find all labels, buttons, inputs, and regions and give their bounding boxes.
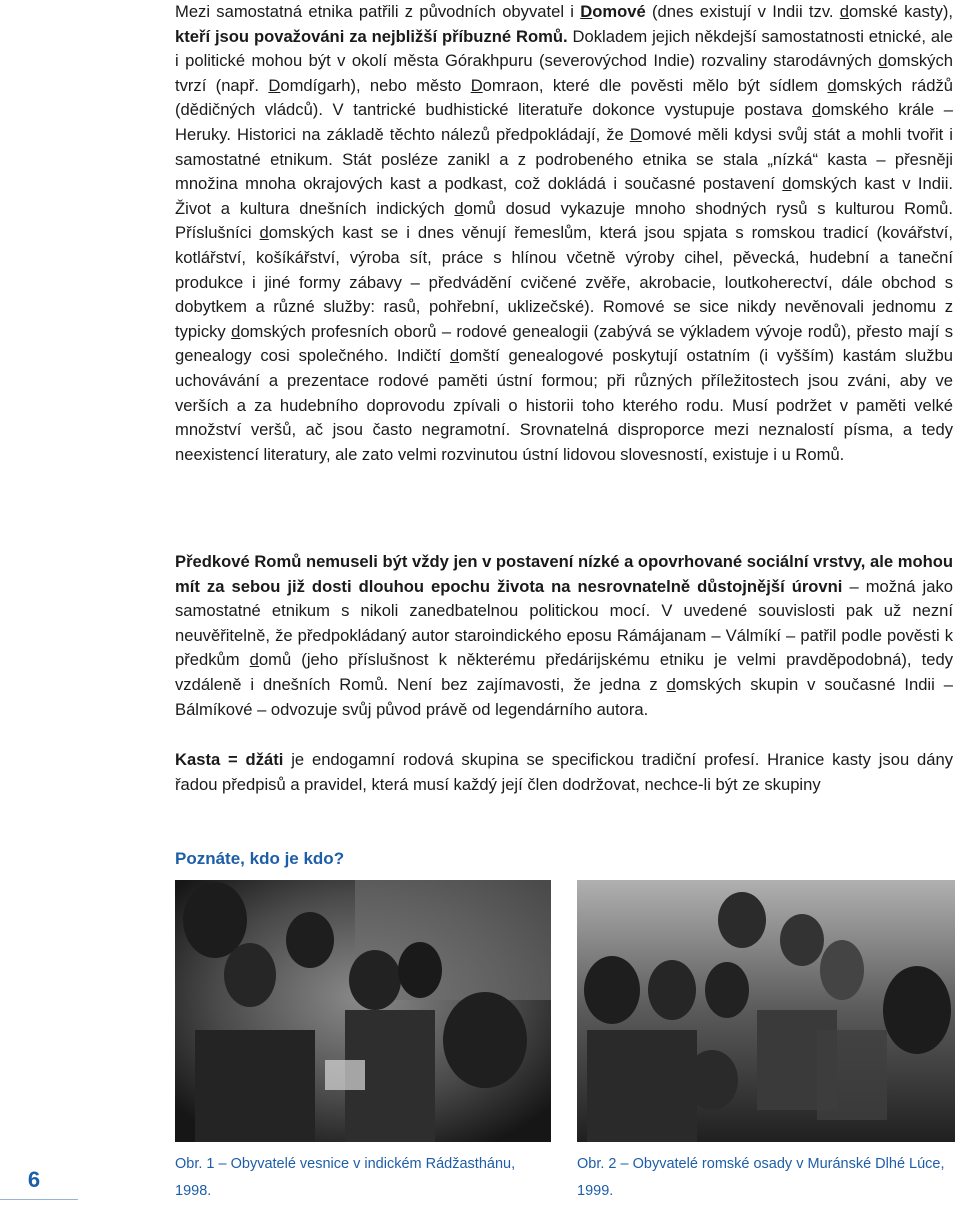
- text-span: omové měli kdysi svůj stát a mohli tvořit i samostatné etnikum. Stát posléze zanikl a z podrobeného etnika se stala „nízká“ kasta – přesněji množina mnoha okrajových kast a podkast, což dokládá i současné postavení: [175, 124, 953, 194]
- caption-photo-1: Obr. 1 – Obyvatelé vesnice v indickém Rádžasthánu, 1998.: [175, 1156, 516, 1199]
- bold-phrase: kteří jsou považováni za nejbližší příbuzné Romů.: [175, 26, 568, 46]
- text-span: omové: [592, 2, 646, 21]
- photo-roma-settlement-image: [577, 880, 955, 1142]
- text-span: d: [812, 100, 822, 120]
- text-span: d: [666, 674, 676, 694]
- text-span: omdígarh), nebo město: [280, 75, 471, 95]
- text-span: – možná jako samostatné etnikum s nikoli zanedbatelnou politickou mocí. V uvedené souvislosti pak už nezní neuvěřitelně, že předpokládaný autor staroindického eposu Rámájanam – Válmíkí – patřil podle pověsti k předkům: [175, 576, 953, 670]
- text-span: d: [827, 75, 837, 95]
- caption-photo-2: Obr. 2 – Obyvatelé romské osady v Muránské Dlhé Lúce, 1999.: [577, 1156, 945, 1199]
- text-span: Dokladem jejich někdejší samostatnosti etnické, ale i politické mohou být v okolí města Górakhpuru (severovýchod Indie) rozvaliny starodávných: [175, 26, 953, 71]
- text-span: (dnes existují v Indii tzv.: [645, 2, 840, 21]
- body-paragraph-domove: [175, 0, 953, 467]
- text-span: omské kasty),: [849, 2, 954, 21]
- text-span: omských kast se i dnes věnují řemeslům, která jsou spjata s romskou tradicí (kovářství, kotlářství, košíkářství, výroba sít, práce s hlínou včetně výroby cihel, pěvecká, hudební a taneční produkce i jiné formy zábavy – předvádění cvičené zvěře, akrobacie, loutkoherectví, dále obchod s dobytkem a různé služby: rasů, pohřební, uklizečské). Romové se sice nikdy nevěnovali jednomu z typicky: [175, 223, 953, 341]
- text-span: D: [268, 75, 281, 95]
- text-span: Mezi samostatná etnika patřili z původních obyvatel i: [175, 2, 581, 21]
- text-span: d: [454, 198, 464, 218]
- text-span: d: [449, 346, 460, 366]
- photo-indian-villagers: [175, 880, 551, 1142]
- text-span: omských tvrzí (např.: [175, 51, 953, 95]
- bold-term: Kasta = džáti: [175, 750, 284, 769]
- text-span: omských skupin v současné Indii – Bálmíkové – odvozuje svůj původ právě od legendárního autora.: [175, 674, 953, 719]
- text-span: omští genealogové poskytují ostatním (i vyšším) kastám službu uchovávání a prezentace rodové paměti ústní formou; při různých příležitostech jsou zváni, aby ve verších a za hudebního doprovodu zpívali o historii toho kterého rodu. Musí podržet v paměti velké množství veršů, ač jsou často negramotní. Srovnatelná disproporce mezi neznalostí písma, a tedy neexistencí literatury, ale zato velmi rozvinutou ústní lidovou slovesností, existuje i u Romů.: [175, 346, 953, 464]
- text-span: omského krále – Heruky. Historici na základě těchto nálezů předpokládají, že: [175, 100, 953, 144]
- page-number-rule: [0, 1199, 78, 1200]
- text-span: omských rádžů (dědičných vládců). V tantrické budhistické literatuře dokonce vystupuje postava: [175, 75, 953, 120]
- text-span: omských profesních oborů – rodové genealogii (zabývá se výkladem vývoje rodů), přesto mají s genealogy cosi společného. Indičtí: [175, 321, 954, 366]
- text-span: d: [231, 321, 241, 341]
- text-span: omraon, které dle pověsti mělo být sídlem: [482, 75, 828, 95]
- text-span: d: [259, 223, 269, 243]
- text-span: d: [782, 174, 792, 194]
- bold-phrase: Předkové Romů nemuseli být vždy jen v postavení nízké a opovrhované sociální vrstvy, ale mohou mít za sebou již dosti dlouhou epochu života na nesrovnatelně důstojnější úrovni: [175, 552, 953, 596]
- text-span: d: [878, 51, 888, 71]
- photo-indian-villagers-image: [175, 880, 551, 1142]
- text-span: je endogamní rodová skupina se specifickou tradiční profesí. Hranice kasty jsou dány řadou předpisů a pravidel, která musí každý její člen dodržovat, nechce-li být ze skupiny: [175, 750, 954, 794]
- text-span: d: [839, 2, 849, 21]
- body-paragraph-ancestors: [175, 550, 953, 722]
- figures-heading: Poznáte, kdo je kdo?: [175, 849, 345, 868]
- text-span: D: [629, 124, 642, 144]
- text-span: d: [249, 650, 259, 670]
- text-span: D: [580, 2, 593, 21]
- text-span: D: [470, 75, 483, 95]
- body-paragraph-caste-definition: [175, 748, 953, 797]
- text-span: omů (jeho příslušnost k některému předárijskému etniku je velmi pravděpodobná), tedy vzdáleně i dnešních Romů. Není bez zajímavosti, že jedna z: [175, 650, 954, 694]
- photo-roma-settlement: [577, 880, 955, 1142]
- text-span: omů dosud vykazuje mnoho shodných rysů s kulturou Romů. Příslušníci: [175, 198, 953, 243]
- text-span: omských kast v Indii. Život a kultura dnešních indických: [175, 174, 953, 218]
- page-number: 6: [27, 1167, 41, 1192]
